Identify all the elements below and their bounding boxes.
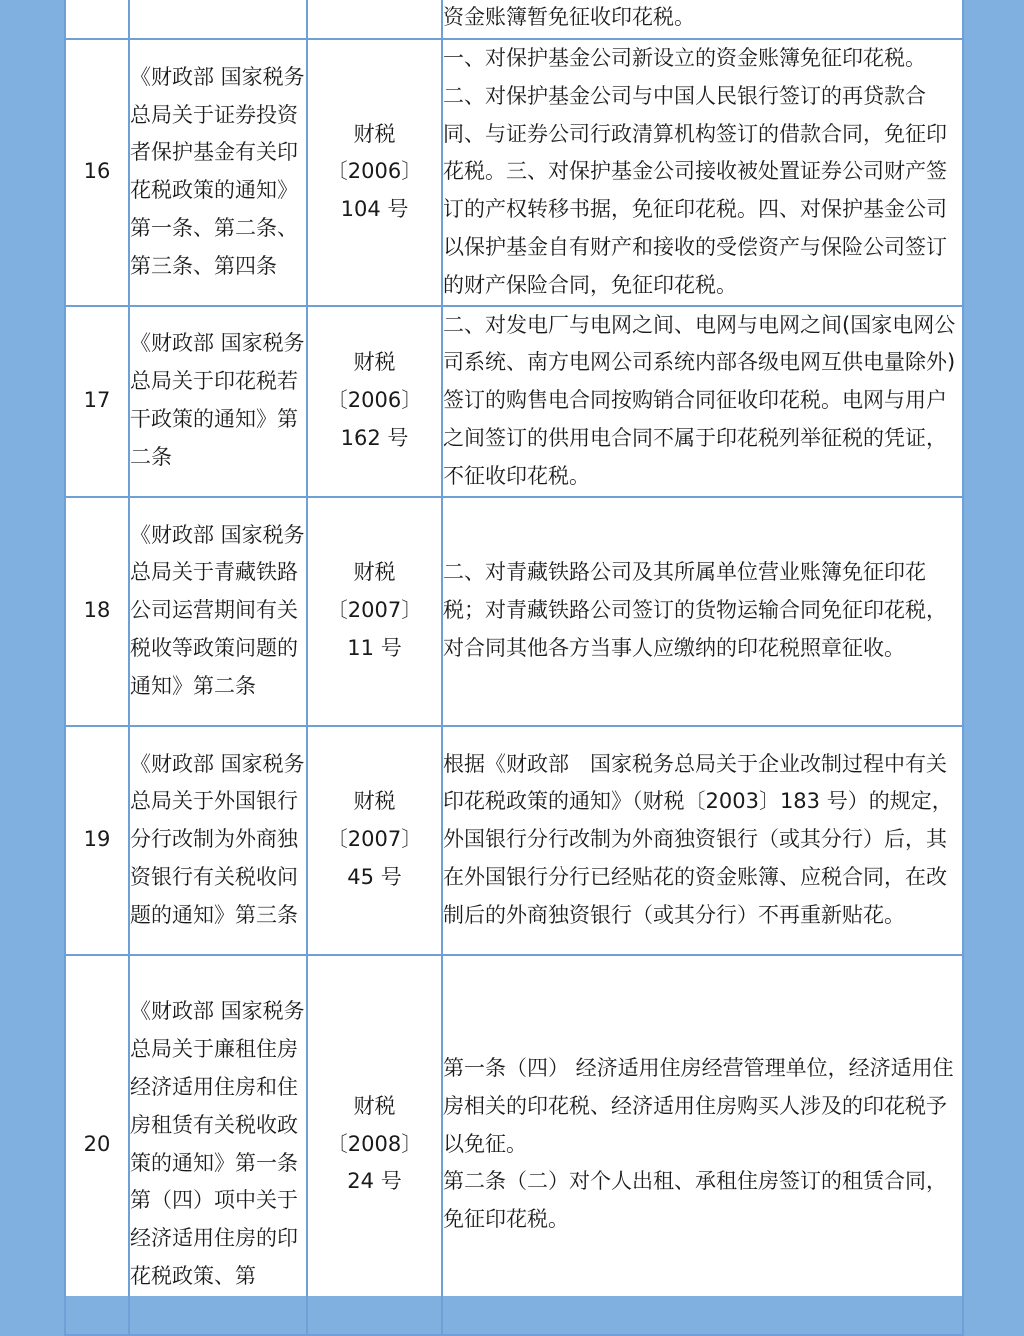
policy-name: 《财政部 国家税务总局关于青藏铁路公司运营期间有关税收等政策问题的通知》第二条: [130, 522, 305, 698]
table-row: [65, 955, 963, 1335]
document-number-line: 财税: [353, 350, 396, 375]
policy-content-cell: [442, 726, 963, 955]
policy-name: 《财政部 国家税务总局关于外国银行分行改制为外商独资银行有关税收问题的通知》第三条: [130, 751, 305, 927]
row-number: 16: [83, 159, 111, 184]
row-number-cell: [65, 726, 129, 955]
policy-content-text: 第一条（四） 经济适用住房经营管理单位，经济适用住房相关的印花税、经济适用住房购买人涉及的印花税予以免征。: [443, 1056, 954, 1156]
document-number-line: 财税: [353, 1093, 396, 1118]
policy-name: 《财政部 国家税务总局关于印花税若干政策的通知》第二条: [130, 331, 305, 469]
policy-content-text: 资金账簿暂免征收印花税。: [443, 5, 695, 30]
policy-name-cell: [129, 306, 307, 497]
policy-name: 《财政部 国家税务总局关于廉租住房经济适用住房和住房租赁有关税收政策的通知》第一条第（四）项中关于经济适用住房的印花税政策、第: [130, 999, 305, 1288]
table-row: [65, 0, 963, 39]
document-number-line: 24 号: [347, 1169, 402, 1194]
document-number-cell: [307, 39, 442, 306]
policy-content-cell: [442, 497, 963, 726]
table-row: [65, 497, 963, 726]
document-number-line: 104 号: [340, 197, 409, 222]
document-number-line: 财税: [353, 789, 396, 814]
row-number-cell: [65, 955, 129, 1335]
policy-content-cell: [442, 306, 963, 497]
document-number-cell: [307, 497, 442, 726]
row-number: 18: [83, 598, 111, 623]
document-number-cell: [307, 955, 442, 1335]
table-row: [65, 39, 963, 306]
policy-content-text: 第二条（二）对个人出租、承租住房签订的租赁合同，免征印花税。: [443, 1169, 947, 1232]
row-number: 19: [83, 827, 111, 852]
row-number-cell: [65, 306, 129, 497]
policy-content-cell: [442, 39, 963, 306]
policy-name-cell: [129, 955, 307, 1335]
policy-content-cell: [442, 955, 963, 1335]
document-number-line: 财税: [353, 560, 396, 585]
row-number-cell: [65, 39, 129, 306]
document-sheet: [64, 0, 962, 1296]
document-number-line: 〔2008〕: [326, 1131, 423, 1156]
document-number-line: 〔2006〕: [326, 388, 423, 413]
table-row: [65, 726, 963, 955]
policy-name-cell: [129, 726, 307, 955]
policy-content-text: 一、对保护基金公司新设立的资金账簿免征印花税。二、对保护基金公司与中国人民银行签订的再贷款合同、与证券公司行政清算机构签订的借款合同，免征印花税。三、对保护基金公司接收被处置证券公司财产签订的产权转移书据，免征印花税。四、对保护基金公司以保护基金自有财产和接收的受偿资产与保险公司签订的财产保险合同，免征印花税。: [443, 46, 947, 297]
document-number-line: 11 号: [347, 635, 402, 660]
policy-content-text: 二、对发电厂与电网之间、电网与电网之间(国家电网公司系统、南方电网公司系统内部各级电网互供电量除外)签订的购售电合同按购销合同征收印花税。电网与用户之间签订的供用电合同不属于印花税列举征税的凭证，不征收印花税。: [443, 312, 956, 488]
policy-name-cell: [129, 497, 307, 726]
policy-name-cell: [129, 39, 307, 306]
document-number-cell: [307, 306, 442, 497]
policy-name-cell: [129, 0, 307, 39]
document-number-cell: [307, 726, 442, 955]
table-row: [65, 306, 963, 497]
document-number-line: 〔2007〕: [326, 827, 423, 852]
document-number-line: 162 号: [340, 425, 409, 450]
document-number-line: 〔2007〕: [326, 598, 423, 623]
policy-table: [64, 0, 964, 1336]
document-number-line: 45 号: [347, 864, 402, 889]
policy-content-text: 二、对青藏铁路公司及其所属单位营业账簿免征印花税；对青藏铁路公司签订的货物运输合同免征印花税，对合同其他各方当事人应缴纳的印花税照章征收。: [443, 560, 947, 660]
row-number: 17: [83, 388, 111, 413]
row-number-cell: [65, 0, 129, 39]
document-number-cell: [307, 0, 442, 39]
document-number-line: 〔2006〕: [326, 159, 423, 184]
policy-content-cell: [442, 0, 963, 39]
row-number: 20: [83, 1131, 111, 1156]
row-number-cell: [65, 497, 129, 726]
policy-name: 《财政部 国家税务总局关于证券投资者保护基金有关印花税政策的通知》第一条、第二条、第三条、第四条: [130, 64, 305, 278]
document-number-line: 财税: [353, 121, 396, 146]
policy-content-text: 根据《财政部 国家税务总局关于企业改制过程中有关印花税政策的通知》（财税〔2003〕183 号）的规定，外国银行分行改制为外商独资银行（或其分行）后，其在外国银行分行已经贴花的资金账簿、应税合同，在改制后的外商独资银行（或其分行）不再重新贴花。: [443, 751, 953, 927]
